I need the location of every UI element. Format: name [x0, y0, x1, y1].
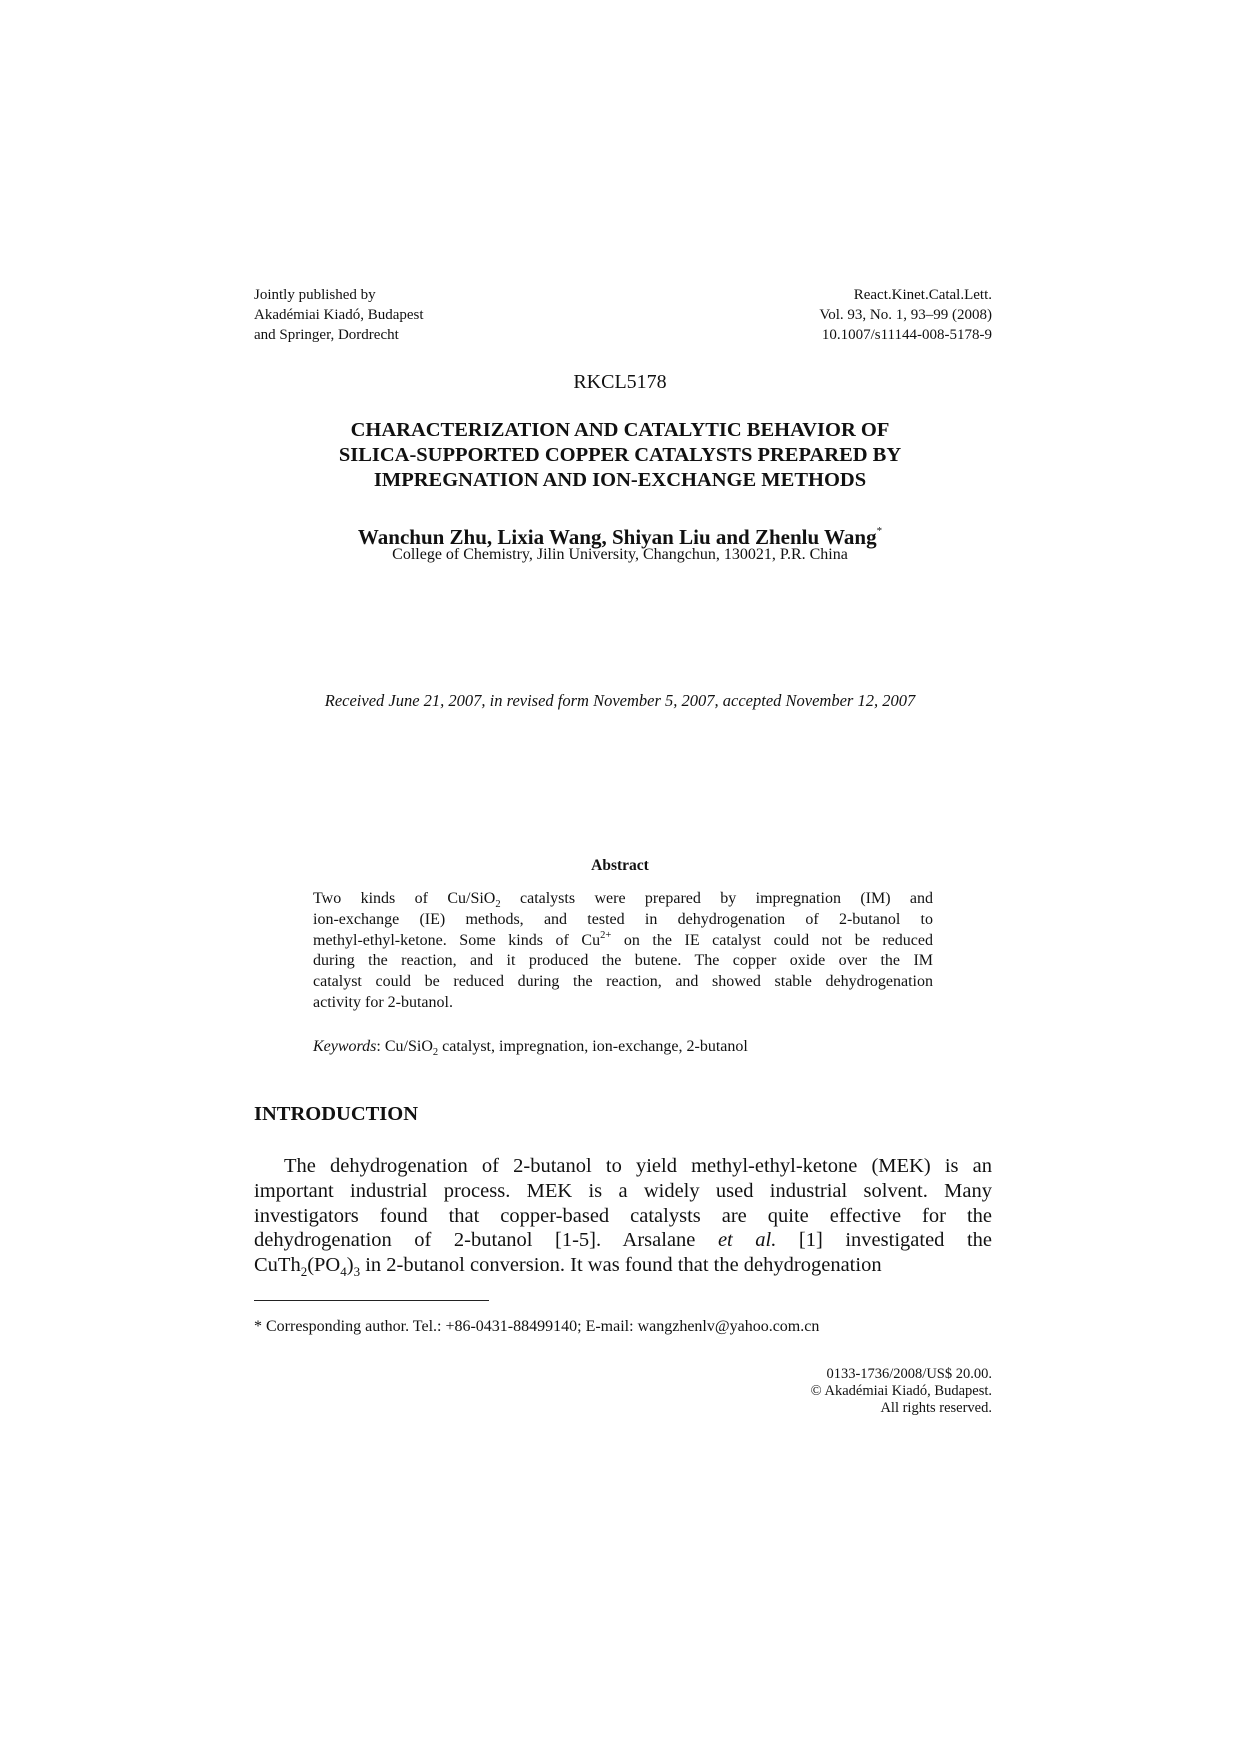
footnote-divider: [254, 1300, 489, 1301]
keywords-text: : Cu/SiO: [376, 1038, 433, 1055]
subscript: 3: [353, 1264, 361, 1280]
body-line: [254, 1253, 992, 1278]
copyright-line: All rights reserved.: [880, 1400, 992, 1416]
abstract-body: [313, 889, 933, 1014]
publisher-line: Jointly published by: [254, 287, 376, 303]
body-line: investigators found that copper-based catalysts are quite effective for the: [254, 1204, 992, 1227]
journal-name: React.Kinet.Catal.Lett.: [853, 287, 992, 303]
introduction-body: [254, 1154, 992, 1278]
body-text: CuTh: [254, 1254, 301, 1277]
body-text: ): [346, 1254, 354, 1277]
copyright-line: © Akadémiai Kiadó, Budapest.: [810, 1383, 992, 1399]
body-text: dehydrogenation of 2-butanol [1-5]. Arsalane: [254, 1229, 718, 1252]
abstract-line: ion-exchange (IE) methods, and tested in dehydrogenation of 2-butanol to: [313, 910, 933, 928]
author-names: Wanchun Zhu, Lixia Wang, Shiyan Liu and Zhenlu Wang: [357, 525, 877, 549]
title-line: SILICA-SUPPORTED COPPER CATALYSTS PREPARED BY: [338, 444, 902, 466]
keywords-label: Keywords: [313, 1038, 377, 1055]
body-line: The dehydrogenation of 2-butanol to yield methyl-ethyl-ketone (MEK) is an: [284, 1155, 992, 1177]
abstract-line: activity for 2-butanol.: [313, 993, 453, 1011]
journal-volume: Vol. 93, No. 1, 93–99 (2008): [819, 307, 992, 323]
copyright-line: 0133-1736/2008/US$ 20.00.: [826, 1366, 992, 1382]
title-line: CHARACTERIZATION AND CATALYTIC BEHAVIOR OF: [350, 419, 890, 441]
introduction-heading: INTRODUCTION: [254, 1103, 419, 1125]
abstract-text: Two kinds of Cu/SiO: [313, 890, 496, 907]
body-text: (PO: [307, 1254, 341, 1277]
superscript: 2+: [600, 929, 612, 941]
received-dates: Received June 21, 2007, in revised form November 5, 2007, accepted November 12, 2007: [324, 691, 916, 710]
body-line: [254, 1228, 992, 1253]
publisher-line: and Springer, Dordrecht: [254, 327, 399, 343]
subscript: 4: [340, 1264, 347, 1280]
journal-doi: 10.1007/s11144-008-5178-9: [821, 327, 992, 343]
abstract-line: catalyst could be reduced during the reaction, and showed stable dehydrogenation: [313, 973, 933, 991]
subscript: 2: [495, 899, 501, 910]
article-id: RKCL5178: [573, 371, 667, 393]
subscript: 2: [300, 1264, 308, 1280]
copyright-notice: [612, 1366, 992, 1417]
abstract-text: methyl-ethyl-ketone. Some kinds of Cu: [313, 931, 601, 949]
affiliation: College of Chemistry, Jilin University, Changchun, 130021, P.R. China: [392, 546, 848, 563]
body-text: [1] investigated the: [776, 1229, 993, 1252]
publisher-info: [254, 285, 634, 345]
body-line: important industrial process. MEK is a widely used industrial solvent. Many: [254, 1179, 992, 1202]
keywords: [313, 1036, 933, 1058]
abstract-heading: Abstract: [591, 857, 649, 874]
journal-citation: [612, 285, 992, 345]
abstract-line: [313, 889, 933, 910]
subscript: 2: [432, 1047, 439, 1058]
abstract-text: on the IE catalyst could not be reduced: [611, 931, 933, 949]
abstract-line: during the reaction, and it produced the butene. The copper oxide over the IM: [313, 952, 933, 970]
corresponding-mark: *: [876, 525, 883, 537]
article-title: [220, 418, 1020, 493]
publisher-line: Akadémiai Kiadó, Budapest: [254, 307, 424, 323]
title-line: IMPREGNATION AND ION-EXCHANGE METHODS: [373, 469, 867, 491]
keywords-text: catalyst, impregnation, ion-exchange, 2-butanol: [438, 1038, 748, 1055]
abstract-line: [313, 931, 933, 952]
footnote: * Corresponding author. Tel.: +86-0431-88499140; E-mail: wangzhenlv@yahoo.com.cn: [254, 1318, 820, 1335]
body-text: in 2-butanol conversion. It was found that the dehydrogenation: [360, 1254, 882, 1277]
abstract-text: catalysts were prepared by impregnation (IM) and: [500, 890, 933, 907]
body-italic: et al.: [717, 1229, 777, 1252]
